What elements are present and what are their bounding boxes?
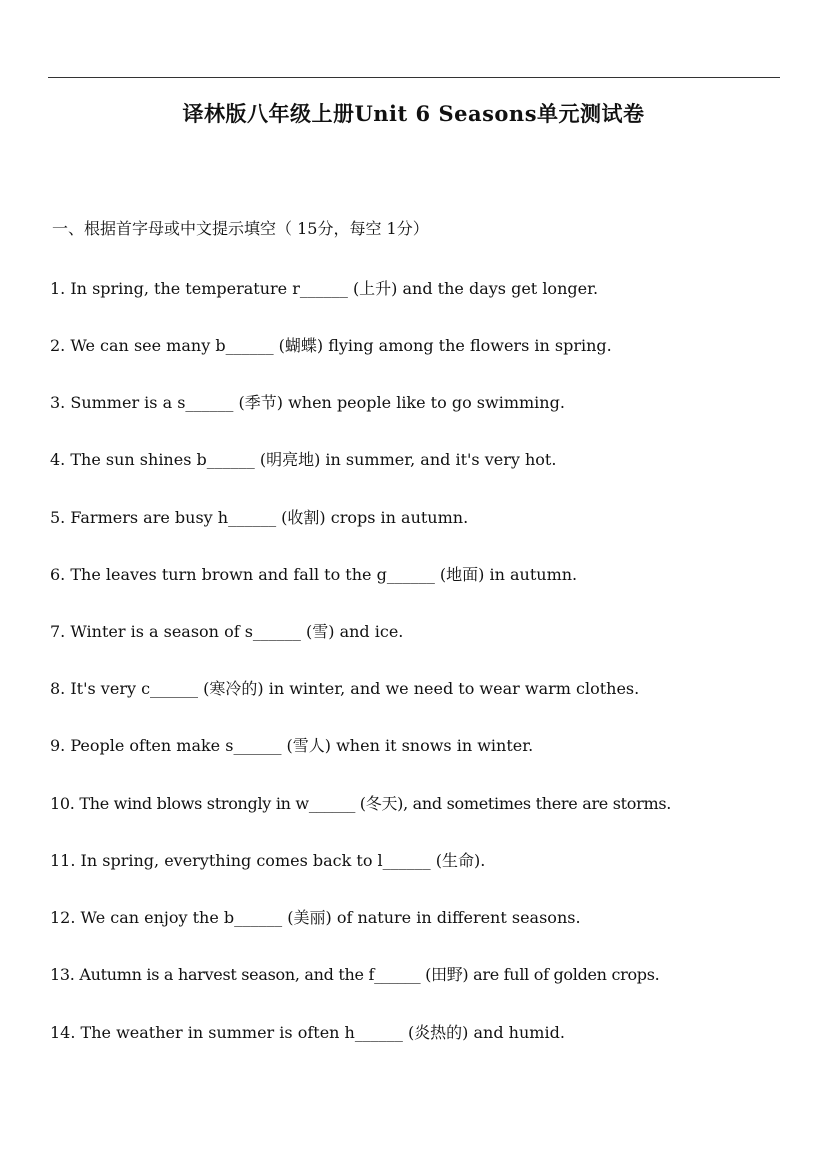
question-text: In spring, the temperature r______ (上升) and the days get longer. (70, 279, 599, 298)
question-item (50, 619, 780, 642)
header-rule (48, 77, 780, 78)
question-item (50, 848, 780, 871)
question-number: 12. (50, 908, 76, 927)
section-heading: 一、根据首字母或中文提示填空（ 15分，每空 1分） (52, 219, 429, 238)
question-text: The sun shines b______ (明亮地) in summer, and it's very hot. (70, 450, 557, 469)
question-text: We can see many b______ (蝴蝶) flying among the flowers in spring. (70, 336, 612, 355)
question-number: 10. (50, 794, 75, 813)
question-text: Summer is a s______ (季节) when people like to go swimming. (70, 393, 565, 412)
question-text: Winter is a season of s______ (雪) and ice. (70, 622, 404, 641)
question-text: The weather in summer is often h______ (炎热的) and humid. (80, 1023, 565, 1042)
question-item (50, 276, 780, 299)
question-text: People often make s______ (雪人) when it snows in winter. (70, 736, 534, 755)
question-number: 4. (50, 450, 66, 469)
question-number: 8. (50, 679, 66, 698)
question-text: The leaves turn brown and fall to the g______ (地面) in autumn. (70, 565, 578, 584)
question-number: 9. (50, 736, 66, 755)
question-item (50, 733, 780, 756)
question-text: Autumn is a harvest season, and the f______ (田野) are full of golden crops. (79, 965, 660, 984)
question-item (50, 1020, 780, 1043)
question-text: It's very c______ (寒冷的) in winter, and we need to wear warm clothes. (70, 679, 640, 698)
question-item (50, 962, 780, 985)
question-number: 1. (50, 279, 66, 298)
question-number: 6. (50, 565, 66, 584)
question-text: We can enjoy the b______ (美丽) of nature in different seasons. (80, 908, 581, 927)
question-text: The wind blows strongly in w______ (冬天), and sometimes there are storms. (79, 794, 672, 813)
question-number: 14. (50, 1023, 76, 1042)
document-title: 译林版八年级上册Unit 6 Seasons单元测试卷 (182, 101, 645, 126)
question-item (50, 676, 780, 699)
question-item (50, 505, 780, 528)
question-item (50, 390, 780, 413)
question-number: 7. (50, 622, 66, 641)
question-item (50, 791, 780, 814)
question-number: 13. (50, 965, 75, 984)
question-text: In spring, everything comes back to l______ (生命). (80, 851, 486, 870)
question-number: 11. (50, 851, 76, 870)
question-item (50, 447, 780, 470)
question-item (50, 333, 780, 356)
question-text: Farmers are busy h______ (收割) crops in autumn. (70, 508, 469, 527)
question-number: 3. (50, 393, 66, 412)
question-item (50, 562, 780, 585)
question-number: 5. (50, 508, 66, 527)
question-number: 2. (50, 336, 66, 355)
question-item (50, 905, 780, 928)
